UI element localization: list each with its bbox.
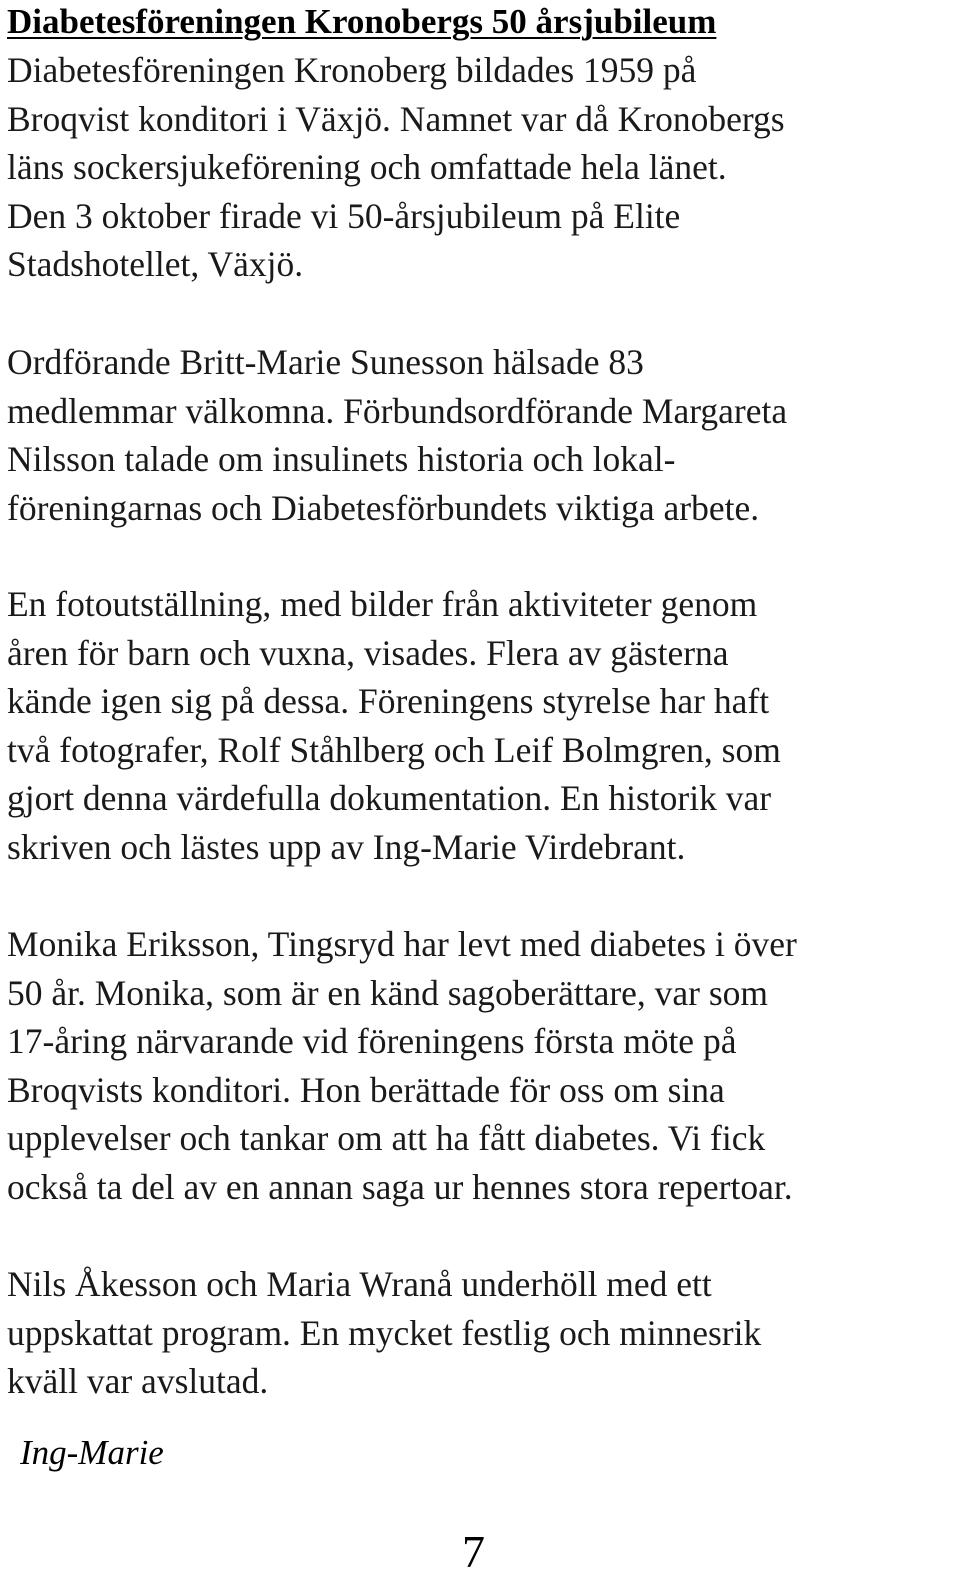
- text-line: Den 3 oktober firade vi 50-årsjubileum på Elite: [7, 195, 681, 236]
- text-line: Broqvist konditori i Växjö. Namnet var då Kronobergs: [7, 98, 785, 139]
- paragraph-monika: [7, 920, 952, 1212]
- text-line: Stadshotellet, Växjö.: [7, 244, 304, 285]
- paragraph-closing: [7, 1260, 952, 1406]
- text-line: kväll var avslutad.: [7, 1361, 269, 1402]
- text-line: kände igen sig på dessa. Föreningens styrelse har haft: [7, 681, 770, 722]
- text-line: En fotoutställning, med bilder från aktiviteter genom: [7, 584, 758, 624]
- text-line: Nilsson talade om insulinets historia och lokal-: [7, 439, 676, 480]
- paragraph-founding: [7, 46, 952, 289]
- text-line: gjort denna värdefulla dokumentation. En historik var: [7, 778, 772, 819]
- text-line: medlemmar välkomna. Förbundsordförande Margareta: [7, 390, 788, 431]
- text-line: Diabetesföreningen Kronoberg bildades 1959 på: [7, 50, 697, 90]
- paragraph-welcome: [7, 338, 952, 532]
- article-title: Diabetesföreningen Kronobergs 50 årsjubileum: [7, 2, 717, 41]
- paragraph-photo-exhibition: [7, 580, 952, 872]
- page-number: 7: [462, 1526, 485, 1577]
- text-line: Monika Eriksson, Tingsryd har levt med diabetes i över: [7, 924, 797, 964]
- text-line: föreningarnas och Diabetesförbundets viktiga arbete.: [7, 487, 760, 528]
- author-signature: Ing-Marie: [20, 1433, 164, 1472]
- text-line: skriven och lästes upp av Ing-Marie Virdebrant.: [7, 826, 686, 867]
- text-line: åren för barn och vuxna, visades. Flera av gästerna: [7, 632, 729, 673]
- text-line: Broqvists konditori. Hon berättade för oss om sina: [7, 1069, 725, 1110]
- text-line: också ta del av en annan saga ur hennes stora repertoar.: [7, 1166, 793, 1207]
- text-line: Nils Åkesson och Maria Wranå underhöll med ett: [7, 1264, 712, 1304]
- text-line: 50 år. Monika, som är en känd sagoberättare, var som: [7, 972, 769, 1013]
- text-line: uppskattat program. En mycket festlig och minnesrik: [7, 1312, 762, 1353]
- text-line: två fotografer, Rolf Ståhlberg och Leif Bolmgren, som: [7, 729, 781, 770]
- text-line: 17-åring närvarande vid föreningens första möte på: [7, 1021, 737, 1062]
- text-line: läns sockersjukeförening och omfattade hela länet.: [7, 147, 727, 188]
- text-line: upplevelser och tankar om att ha fått diabetes. Vi fick: [7, 1118, 766, 1159]
- text-line: Ordförande Britt-Marie Sunesson hälsade 83: [7, 342, 644, 382]
